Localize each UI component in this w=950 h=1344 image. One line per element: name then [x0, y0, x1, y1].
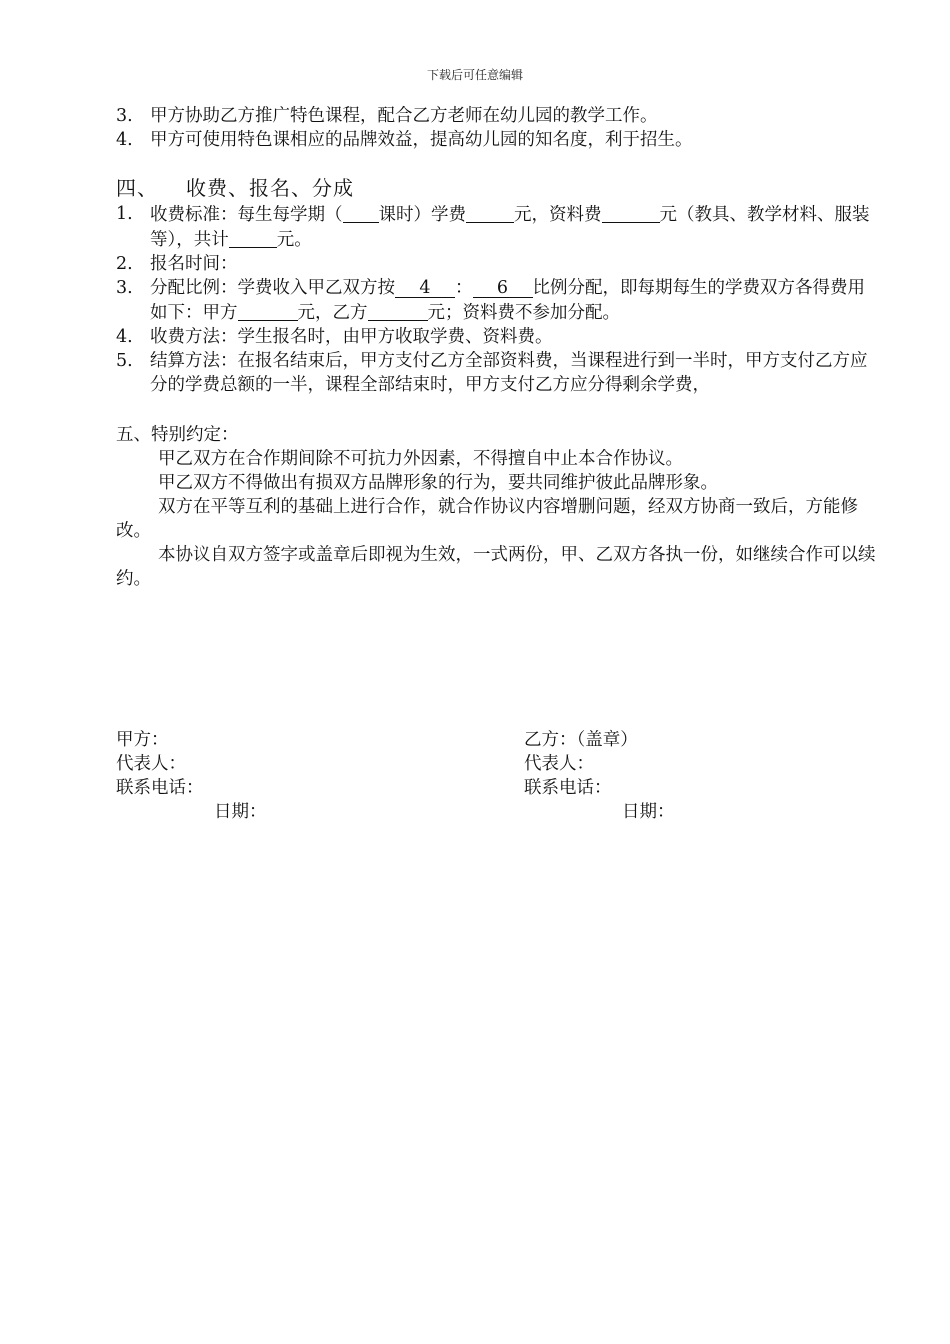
ratio-party-a[interactable]: 4	[395, 277, 455, 298]
party-a-rep-label: 代表人：	[116, 754, 186, 774]
item-number: 3.	[116, 278, 133, 298]
party-b-label: 乙方：（盖章）	[524, 730, 638, 750]
text-segment: 元（教具、教学材料、服装等），共计	[150, 205, 870, 250]
list-item	[116, 104, 876, 128]
text-segment: 课时）学费	[378, 205, 466, 225]
item-number: 1.	[116, 204, 133, 224]
text-segment: 元，资料费	[514, 205, 602, 225]
text-segment: 元；资料费不参加分配。	[427, 303, 620, 323]
text-segment: ：	[455, 278, 473, 298]
text-segment: 收费标准：每生每学期（	[150, 205, 343, 225]
signature-party-b	[524, 728, 675, 824]
list-item	[116, 128, 876, 152]
paragraph: 双方在平等互利的基础上进行合作，就合作协议内容增删问题，经双方协商一致后，方能修改。	[116, 497, 858, 541]
section-heading-fees	[116, 176, 876, 200]
paragraph: 本协议自双方签字或盖章后即视为生效，一式两份，甲、乙双方各执一份，如继续合作可以续约。	[116, 545, 876, 589]
item-number: 3.	[116, 106, 133, 126]
item-text: 甲方可使用特色课相应的品牌效益，提高幼儿园的知名度，利于招生。	[150, 130, 693, 150]
paragraph: 甲乙双方在合作期间除不可抗力外因素，不得擅自中止本合作协议。	[158, 449, 683, 469]
item-text: 报名时间：	[150, 254, 238, 274]
text-segment: 元。	[276, 230, 312, 250]
signature-party-a	[116, 728, 267, 824]
blank-total[interactable]	[229, 227, 277, 248]
ratio-party-b[interactable]: 6	[473, 277, 533, 298]
party-b-phone-label: 联系电话：	[524, 778, 612, 798]
blank-material-fee[interactable]	[602, 202, 660, 223]
section-number: 四、	[116, 176, 158, 200]
item-text: 结算方法：在报名结束后，甲方支付乙方全部资料费，当课程进行到一半时，甲方支付乙方应分的学费总额的一半，课程全部结束时，甲方支付乙方应分得剩余学费，	[150, 351, 868, 395]
item-number: 4.	[116, 327, 133, 347]
item-text	[150, 202, 876, 252]
item-number: 2.	[116, 254, 133, 274]
blank-hours[interactable]	[343, 202, 379, 223]
section-heading-special: 五、特别约定：	[116, 425, 239, 445]
page-header: 下载后可任意编辑	[426, 68, 523, 82]
party-a-label: 甲方：	[116, 730, 169, 750]
section-title: 收费、报名、分成	[186, 176, 354, 200]
text-segment: 比例分配，即每期每生的学费双方各得费用如下：甲方	[150, 278, 865, 323]
section-special-terms	[116, 423, 876, 591]
list-item-settlement	[116, 349, 876, 397]
list-item-registration-time	[116, 252, 876, 276]
item-number: 5.	[116, 351, 133, 371]
list-item-payment-method	[116, 325, 876, 349]
party-b-date-label: 日期：	[622, 802, 675, 822]
document-body	[116, 104, 876, 591]
party-a-phone-label: 联系电话：	[116, 778, 204, 798]
party-a-date-label: 日期：	[214, 802, 267, 822]
paragraph: 甲乙双方不得做出有损双方品牌形象的行为，要共同维护彼此品牌形象。	[158, 473, 718, 493]
item-number: 4.	[116, 130, 133, 150]
list-item-fee-standard	[116, 202, 876, 252]
party-b-rep-label: 代表人：	[524, 754, 594, 774]
item-text: 甲方协助乙方推广特色课程，配合乙方老师在幼儿园的教学工作。	[150, 106, 658, 126]
item-text: 收费方法：学生报名时，由甲方收取学费、资料费。	[150, 327, 553, 347]
item-text	[150, 276, 876, 325]
text-segment: 分配比例：学费收入甲乙双方按	[150, 278, 395, 298]
blank-tuition[interactable]	[466, 202, 514, 223]
list-item-ratio	[116, 276, 876, 325]
blank-party-a-amount[interactable]	[238, 300, 298, 321]
text-segment: 元，乙方	[297, 303, 368, 323]
blank-party-b-amount[interactable]	[368, 300, 428, 321]
